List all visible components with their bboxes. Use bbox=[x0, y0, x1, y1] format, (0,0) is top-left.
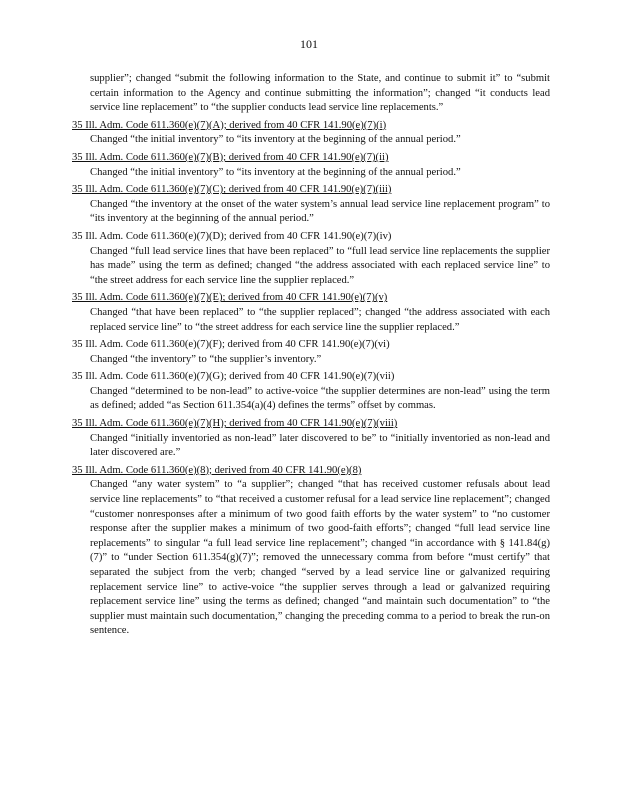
entry-body: Changed “determined to be non-lead” to active-voice “the supplier determines are non-lead” using the term as defined; added “as Section 611.354(a)(4) defines the terms” offset by commas. bbox=[90, 385, 550, 412]
entry-heading: 35 Ill. Adm. Code 611.360(e)(8); derived from 40 CFR 141.90(e)(8) bbox=[72, 464, 362, 476]
page-content bbox=[72, 72, 550, 642]
entry-body: Changed “full lead service lines that have been replaced” to “full lead service line replacements the supplier has made” using the term as defined; changed “the address associated with each replaced service line” to “the street address for each service line the supplier replaced.” bbox=[90, 245, 550, 286]
entry-a bbox=[72, 119, 550, 148]
entry-heading: 35 Ill. Adm. Code 611.360(e)(7)(F); derived from 40 CFR 141.90(e)(7)(vi) bbox=[72, 339, 390, 351]
entry-e bbox=[72, 291, 550, 335]
page-number: 101 bbox=[300, 37, 318, 51]
entry-h bbox=[72, 417, 550, 461]
entry-heading: 35 Ill. Adm. Code 611.360(e)(7)(B); derived from 40 CFR 141.90(e)(7)(ii) bbox=[72, 151, 389, 163]
entry-g bbox=[72, 370, 550, 414]
entry-heading: 35 Ill. Adm. Code 611.360(e)(7)(E); derived from 40 CFR 141.90(e)(7)(v) bbox=[72, 292, 388, 304]
entry-e8 bbox=[72, 464, 550, 639]
entry-heading: 35 Ill. Adm. Code 611.360(e)(7)(H); derived from 40 CFR 141.90(e)(7)(viii) bbox=[72, 418, 398, 430]
entry-heading: 35 Ill. Adm. Code 611.360(e)(7)(G); derived from 40 CFR 141.90(e)(7)(vii) bbox=[72, 371, 395, 383]
entry-d bbox=[72, 230, 550, 288]
entry-f bbox=[72, 338, 550, 367]
entry-b bbox=[72, 151, 550, 180]
entry-body: Changed “the initial inventory” to “its inventory at the beginning of the annual period.” bbox=[90, 166, 461, 178]
entry-body: Changed “that have been replaced” to “the supplier replaced”; changed “the address associated with each replaced service line” to “the street address for each service line the supplier replaced.” bbox=[90, 306, 550, 333]
entry-body: Changed “the initial inventory” to “its inventory at the beginning of the annual period.” bbox=[90, 134, 461, 146]
entry-heading: 35 Ill. Adm. Code 611.360(e)(7)(D); derived from 40 CFR 141.90(e)(7)(iv) bbox=[72, 230, 392, 242]
entry-c bbox=[72, 183, 550, 227]
entry-body: Changed “the inventory at the onset of the water system’s annual lead service line replacement program” to “its inventory at the beginning of the annual period.” bbox=[90, 198, 550, 225]
entry-heading: 35 Ill. Adm. Code 611.360(e)(7)(A); derived from 40 CFR 141.90(e)(7)(i) bbox=[72, 119, 387, 131]
entry-body: Changed “any water system” to “a supplier”; changed “that has received customer refusals about lead service line replacements” to “that received a customer refusal for a lead service line replacement”; changed “customer nonresponses after a minimum of two good faith efforts by the water system” to “no customer response after the supplier makes a minimum of two good-faith efforts”; changed “full lead service line replacements” to singular “a full lead service line replacement”; changed “in accordance with § 141.84(g)(7)” to “under Section 611.354(g)(7)”; removed the unnecessary comma from before “must certify” that separated the subject from the verb; changed “served by a lead service line or galvanized requiring replacement service line” to active-voice “the supplier serves through a lead or galvanized requiring replacement service line” using the terms as defined; changed “and maintain such documentation” to “the supplier must maintain such documentation,” changing the preceding comma to a period to break the run-on sentence. bbox=[90, 479, 550, 637]
intro-paragraph: supplier”; changed “submit the following information to the State, and continue to submit it” to “submit certain information to the Agency and continue submitting the information”; changed “it conducts lead service line replacement” to “the supplier conducts lead service line replacements.” bbox=[90, 73, 550, 114]
entry-body: Changed “initially inventoried as non-lead” later discovered to be” to “initially inventoried as non-lead and later discovered are.” bbox=[90, 432, 550, 459]
entry-heading: 35 Ill. Adm. Code 611.360(e)(7)(C); derived from 40 CFR 141.90(e)(7)(iii) bbox=[72, 184, 392, 196]
entry-body: Changed “the inventory” to “the supplier’s inventory.” bbox=[90, 353, 322, 365]
